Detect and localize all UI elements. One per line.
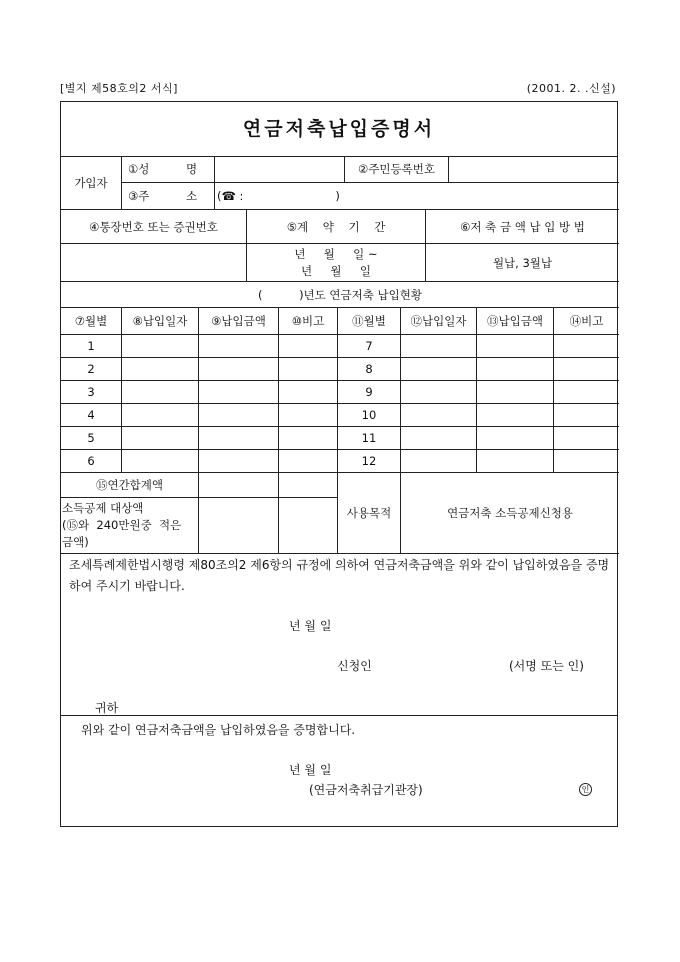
payment-method-label: ⑥저 축 금 액 납 입 방 법 [426,210,619,244]
recipient-label: 귀하 [95,701,119,715]
month-cell: 3 [61,381,122,404]
phone-prefix: (☎ : [217,189,244,203]
address-field[interactable] [215,183,619,210]
table-cell[interactable] [199,404,279,427]
name-label: ①성 명 [122,156,215,183]
table-cell[interactable] [477,404,554,427]
account-number-field[interactable] [61,244,247,282]
month-cell: 8 [338,358,401,381]
table-cell[interactable] [554,404,619,427]
month-cell: 5 [61,427,122,450]
table-cell[interactable] [122,381,199,404]
table-cell[interactable] [199,335,279,358]
rrn-label: ②주민등록번호 [345,156,449,183]
phone-suffix: ) [335,189,340,203]
table-cell[interactable] [279,404,338,427]
table-cell[interactable] [477,335,554,358]
deduction-label-line3: 금액) [62,535,89,549]
form-reference: [별지 제58호의2 서식] [60,82,178,95]
signature-label: (서명 또는 인) [509,659,584,673]
table-cell[interactable] [122,335,199,358]
table-cell[interactable] [199,358,279,381]
table-cell[interactable] [477,358,554,381]
header-note-left: ⑩비고 [279,308,338,335]
table-cell[interactable] [477,427,554,450]
purpose-label: 사용목적 [338,473,401,554]
table-cell[interactable] [401,335,477,358]
request-date: 년 월 일 [289,619,332,633]
rrn-field[interactable] [449,156,619,183]
issuer-label: (연금저축취급기관장) [309,783,423,797]
address-label: ③주 소 [122,183,215,210]
header-date-right: ⑫납입일자 [401,308,477,335]
month-cell: 2 [61,358,122,381]
seal-mark [579,781,592,796]
annual-total-note[interactable] [279,473,338,498]
payment-status-title: ( )년도 연금저축 납입현황 [61,282,619,308]
table-cell[interactable] [401,381,477,404]
account-number-label: ④통장번호 또는 증권번호 [61,210,247,244]
form-title: 연금저축납입증명서 [61,102,617,157]
header-amount-right: ⑬납입금액 [477,308,554,335]
header-amount-left: ⑨납입금액 [199,308,279,335]
month-cell: 4 [61,404,122,427]
month-cell: 12 [338,450,401,473]
table-cell[interactable] [279,450,338,473]
header-date-left: ⑧납입일자 [122,308,199,335]
table-cell[interactable] [122,358,199,381]
table-cell[interactable] [122,404,199,427]
header-note-right: ⑭비고 [554,308,619,335]
month-cell: 9 [338,381,401,404]
table-cell[interactable] [477,450,554,473]
purpose-value: 연금저축 소득공제신청용 [401,473,619,554]
table-cell[interactable] [279,381,338,404]
table-cell[interactable] [401,427,477,450]
month-cell: 11 [338,427,401,450]
table-cell[interactable] [401,450,477,473]
month-cell: 6 [61,450,122,473]
contract-period-field[interactable] [247,244,426,282]
table-cell[interactable] [554,427,619,450]
payment-method-value: 월납, 3월납 [426,244,619,282]
period-start: 년 월 일 ~ [294,246,378,261]
table-cell[interactable] [554,450,619,473]
table-cell[interactable] [401,404,477,427]
deduction-label-line1: 소득공제 대상액 [62,501,144,515]
table-cell[interactable] [554,358,619,381]
table-cell[interactable] [122,450,199,473]
table-cell[interactable] [554,335,619,358]
deduction-label-line2: (⑮와 240만원중 적은 [62,518,182,532]
header-month-left: ⑦월별 [61,308,122,335]
month-cell: 1 [61,335,122,358]
deduction-label [61,498,199,554]
section-divider [61,715,617,716]
table-cell[interactable] [401,358,477,381]
deduction-amount[interactable] [199,498,279,554]
table-cell[interactable] [554,381,619,404]
table-cell[interactable] [279,335,338,358]
table-cell[interactable] [199,427,279,450]
certification-text: 위와 같이 연금저축금액을 납입하였음을 증명합니다. [81,723,356,737]
seal-icon: 인 [579,783,592,796]
table-cell[interactable] [279,427,338,450]
table-cell[interactable] [199,450,279,473]
subscriber-label: 가입자 [61,156,122,210]
request-text: 조세특례제한법시행령 제80조의2 제6항의 규정에 의하여 연금저축금액을 위와 같이 납입하였음을 증명하여 주시기 바랍니다. [69,558,610,593]
month-cell: 7 [338,335,401,358]
certification-date: 년 월 일 [289,763,332,777]
header-month-right: ⑪월별 [338,308,401,335]
table-cell[interactable] [477,381,554,404]
period-end: 년 월 일 [301,263,371,278]
applicant-label: 신청인 [337,659,372,673]
annual-total-label: ⑮연간합계액 [61,473,199,498]
contract-period-label: ⑤계 약 기 간 [247,210,426,244]
annual-total-amount[interactable] [199,473,279,498]
certificate-form [60,101,618,827]
table-cell[interactable] [122,427,199,450]
table-cell[interactable] [279,358,338,381]
month-cell: 10 [338,404,401,427]
revision-note: (2001. 2. .신설) [526,82,616,95]
name-field[interactable] [215,156,345,183]
table-cell[interactable] [199,381,279,404]
deduction-note[interactable] [279,498,338,554]
